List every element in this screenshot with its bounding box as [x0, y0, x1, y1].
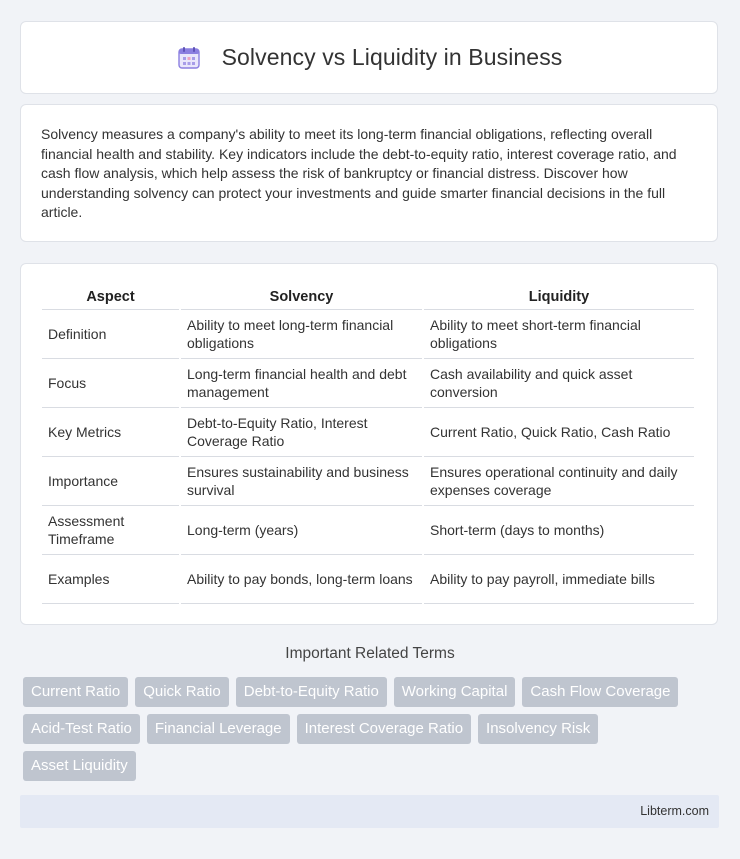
table-row — [42, 457, 694, 506]
cell-aspect: Definition — [42, 310, 179, 359]
footer-bar — [20, 795, 719, 828]
cell-aspect: Assessment Timeframe — [42, 506, 179, 555]
cell-liquidity: Cash availability and quick asset conversion — [424, 359, 694, 408]
cell-liquidity: Current Ratio, Quick Ratio, Cash Ratio — [424, 408, 694, 457]
comparison-table-card — [20, 263, 718, 625]
cell-aspect: Key Metrics — [42, 408, 179, 457]
cell-liquidity: Short-term (days to months) — [424, 506, 694, 555]
cell-solvency: Long-term (years) — [181, 506, 422, 555]
header-solvency: Solvency — [181, 285, 422, 310]
table-row — [42, 408, 694, 457]
comparison-table — [40, 285, 696, 604]
calendar-icon — [176, 45, 202, 71]
table-row — [42, 359, 694, 408]
header-card — [20, 21, 718, 94]
table-row — [42, 310, 694, 359]
tag-acid-test-ratio[interactable]: Acid-Test Ratio — [23, 714, 140, 744]
tag-cash-flow-coverage[interactable]: Cash Flow Coverage — [522, 677, 678, 707]
related-terms-tags — [23, 677, 713, 781]
cell-solvency: Ability to meet long-term financial obligations — [181, 310, 422, 359]
related-terms-title: Important Related Terms — [285, 645, 455, 662]
page-title: Solvency vs Liquidity in Business — [221, 44, 563, 70]
cell-liquidity: Ability to pay payroll, immediate bills — [424, 555, 694, 604]
table-header-row — [42, 285, 694, 310]
cell-aspect: Focus — [42, 359, 179, 408]
cell-liquidity: Ensures operational continuity and daily expenses coverage — [424, 457, 694, 506]
footer-site-link[interactable]: Libterm.com — [640, 804, 709, 818]
tag-asset-liquidity[interactable]: Asset Liquidity — [23, 751, 136, 781]
header-liquidity: Liquidity — [424, 285, 694, 310]
cell-aspect: Examples — [42, 555, 179, 604]
cell-liquidity: Ability to meet short-term financial obligations — [424, 310, 694, 359]
cell-aspect: Importance — [42, 457, 179, 506]
header-aspect: Aspect — [42, 285, 179, 310]
tag-debt-to-equity-ratio[interactable]: Debt-to-Equity Ratio — [236, 677, 387, 707]
cell-solvency: Ensures sustainability and business survival — [181, 457, 422, 506]
intro-card — [20, 104, 718, 242]
tag-insolvency-risk[interactable]: Insolvency Risk — [478, 714, 598, 744]
table-row — [42, 555, 694, 604]
tag-financial-leverage[interactable]: Financial Leverage — [147, 714, 290, 744]
cell-solvency: Debt-to-Equity Ratio, Interest Coverage Ratio — [181, 408, 422, 457]
tag-working-capital[interactable]: Working Capital — [394, 677, 516, 707]
tag-interest-coverage-ratio[interactable]: Interest Coverage Ratio — [297, 714, 471, 744]
tag-current-ratio[interactable]: Current Ratio — [23, 677, 128, 707]
tag-quick-ratio[interactable]: Quick Ratio — [135, 677, 229, 707]
title-wrap — [176, 44, 563, 71]
table-row — [42, 506, 694, 555]
cell-solvency: Ability to pay bonds, long-term loans — [181, 555, 422, 604]
intro-text: Solvency measures a company's ability to meet its long-term financial obligations, reflecting overall financial health and stability. Key indicators include the debt-to-equity ratio, interest coverage ratio, and cash flow analysis, which help assess the risk of bankruptcy or financial distress. Discover how understanding solvency can protect your investments and guide smarter financial decisions in the full article. — [41, 126, 677, 220]
cell-solvency: Long-term financial health and debt management — [181, 359, 422, 408]
